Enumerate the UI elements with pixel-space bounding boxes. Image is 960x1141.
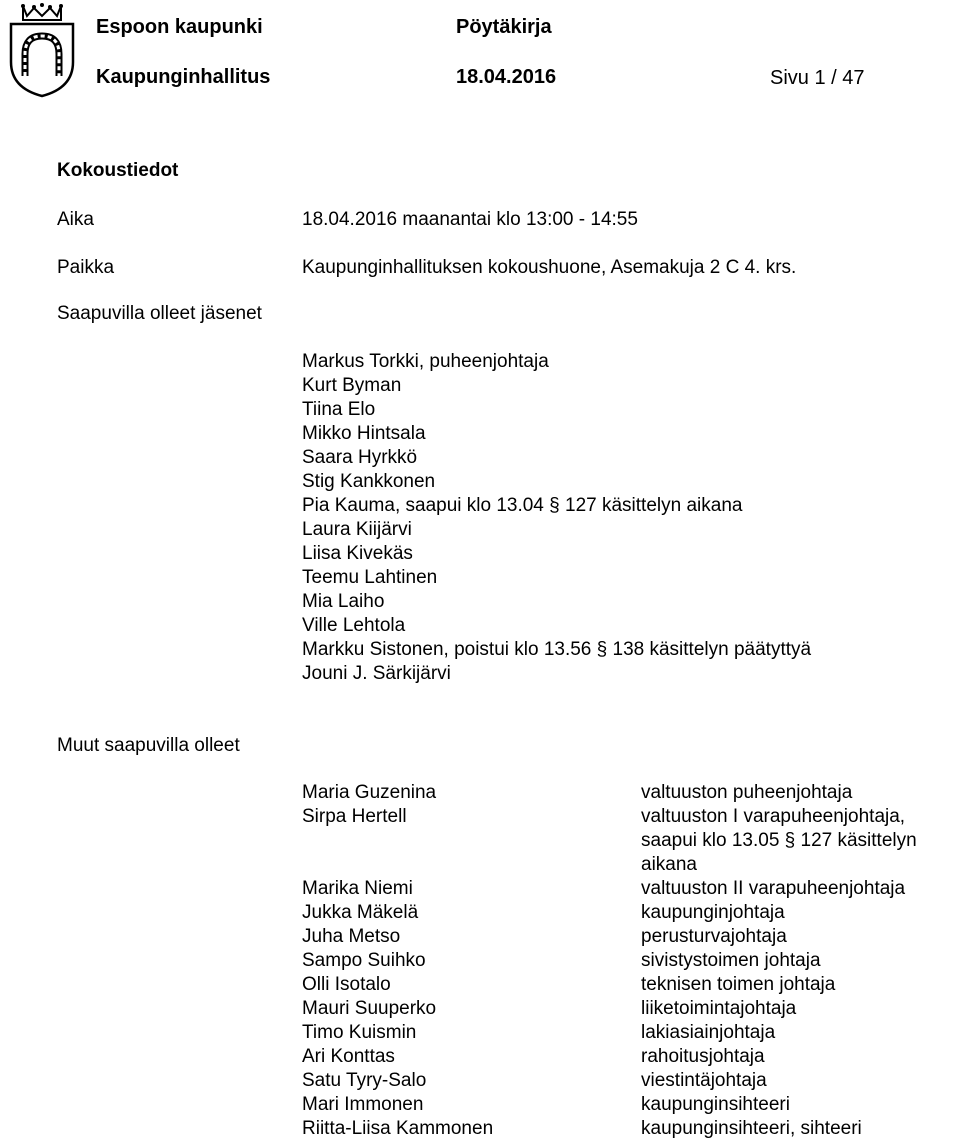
espoo-coat-of-arms-logo: [3, 2, 81, 98]
page-number: Sivu 1 / 47: [770, 67, 865, 89]
document-type: Pöytäkirja: [456, 16, 552, 38]
attendee-role: sivistystoimen johtaja: [641, 950, 821, 971]
attendee-name: Jukka Mäkelä: [302, 902, 419, 923]
member-name: Saara Hyrkkö: [302, 447, 418, 468]
attendee-name: Juha Metso: [302, 926, 401, 947]
meeting-date: 18.04.2016: [456, 66, 557, 88]
others-names: [302, 781, 493, 1141]
attendee-name: Olli Isotalo: [302, 974, 391, 995]
members-list: [302, 350, 811, 686]
attendee-role: lakiasiainjohtaja: [641, 1022, 776, 1043]
attendee-role: valtuuston I varapuheenjohtaja,: [641, 806, 906, 827]
time-label: Aika: [57, 209, 94, 230]
member-name: Teemu Lahtinen: [302, 567, 438, 588]
member-name: Laura Kiijärvi: [302, 519, 412, 540]
member-name: Mia Laiho: [302, 591, 385, 612]
attendee-name: Riitta-Liisa Kammonen: [302, 1118, 494, 1139]
member-name: Markus Torkki, puheenjohtaja: [302, 351, 549, 372]
place-label: Paikka: [57, 257, 115, 278]
attendee-name: Maria Guzenina: [302, 782, 437, 803]
attendee-name: Mari Immonen: [302, 1094, 424, 1115]
attendee-role: aikana: [641, 854, 697, 875]
member-name: Markku Sistonen, poistui klo 13.56 § 138 käsittelyn päätyttyä: [302, 639, 812, 660]
time-value: 18.04.2016 maanantai klo 13:00 - 14:55: [302, 209, 638, 230]
place-value: Kaupunginhallituksen kokoushuone, Asemakuja 2 C 4. krs.: [302, 257, 797, 278]
attendee-role: valtuuston II varapuheenjohtaja: [641, 878, 906, 899]
attendee-role: viestintäjohtaja: [641, 1070, 767, 1091]
attendee-role: valtuuston puheenjohtaja: [641, 782, 853, 803]
member-name: Pia Kauma, saapui klo 13.04 § 127 käsittelyn aikana: [302, 495, 743, 516]
attendee-role: saapui klo 13.05 § 127 käsittelyn: [641, 830, 917, 851]
member-name: Tiina Elo: [302, 399, 376, 420]
member-name: Kurt Byman: [302, 375, 402, 396]
others-roles: [641, 781, 917, 1141]
attendee-name: Sampo Suihko: [302, 950, 426, 971]
governing-body: Kaupunginhallitus: [96, 66, 271, 88]
member-name: Mikko Hintsala: [302, 423, 426, 444]
attendee-name: Sirpa Hertell: [302, 806, 407, 827]
member-name: Liisa Kivekäs: [302, 543, 413, 564]
attendee-name: Timo Kuismin: [302, 1022, 417, 1043]
members-label: Saapuvilla olleet jäsenet: [57, 303, 262, 324]
attendee-role: rahoitusjohtaja: [641, 1046, 765, 1067]
member-name: Jouni J. Särkijärvi: [302, 663, 451, 684]
attendee-name: Satu Tyry-Salo: [302, 1070, 427, 1091]
attendee-role: kaupunginsihteeri, sihteeri: [641, 1118, 862, 1139]
attendee-name: Ari Konttas: [302, 1046, 395, 1067]
attendee-role: teknisen toimen johtaja: [641, 974, 836, 995]
member-name: Ville Lehtola: [302, 615, 406, 636]
attendee-role: kaupunginsihteeri: [641, 1094, 790, 1115]
others-label: Muut saapuvilla olleet: [57, 735, 240, 756]
attendee-name: Marika Niemi: [302, 878, 413, 899]
organization-name: Espoon kaupunki: [96, 16, 263, 38]
member-name: Stig Kankkonen: [302, 471, 436, 492]
attendee-name: Mauri Suuperko: [302, 998, 437, 1019]
attendee-role: kaupunginjohtaja: [641, 902, 785, 923]
attendee-role: liiketoimintajohtaja: [641, 998, 797, 1019]
attendee-role: perusturvajohtaja: [641, 926, 787, 947]
section-title: Kokoustiedot: [57, 160, 179, 181]
